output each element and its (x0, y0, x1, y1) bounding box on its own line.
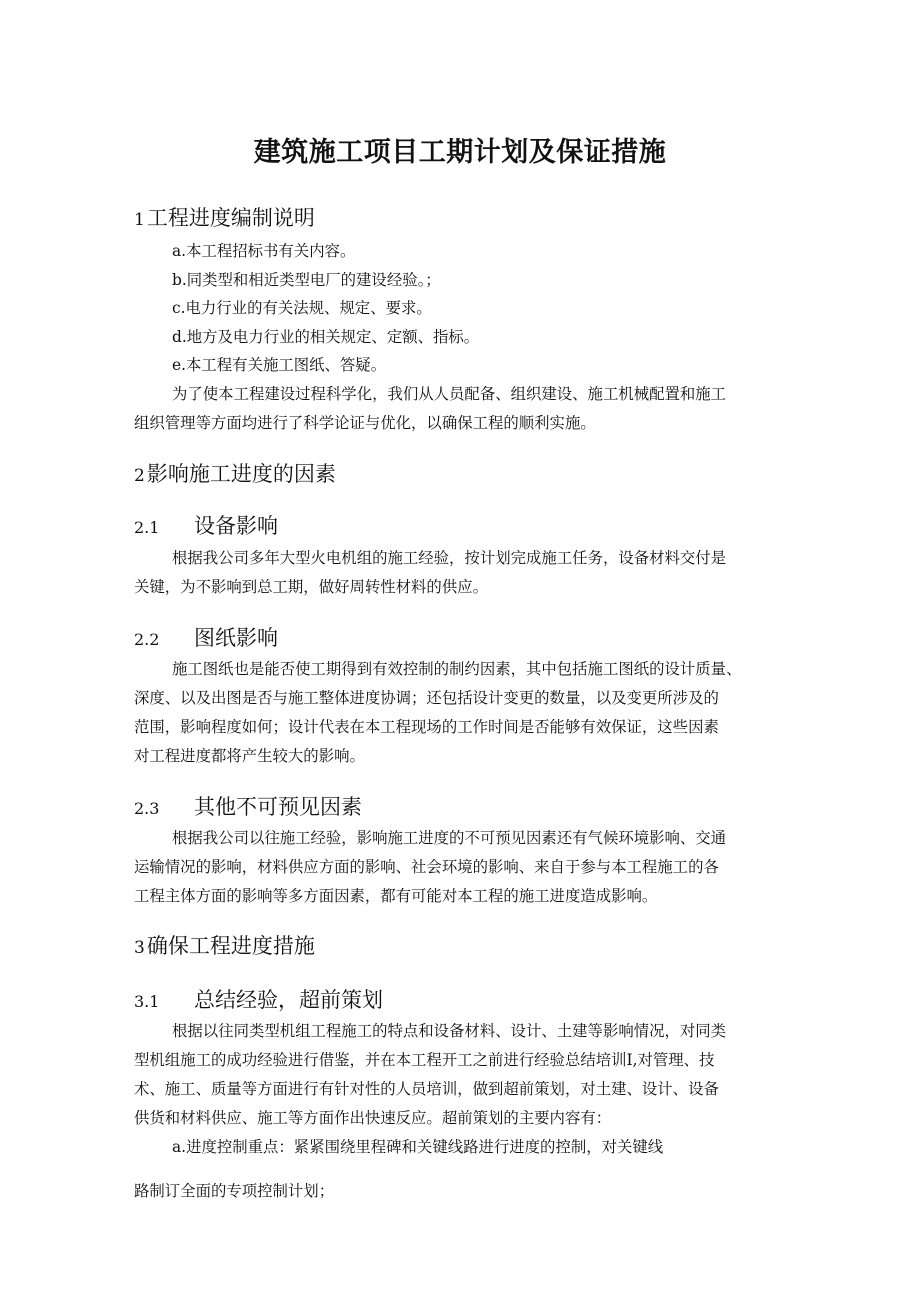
subsection-number: 2.1 (134, 518, 160, 537)
list-item: a.进度控制重点：紧紧围绕里程碑和关键线路进行进度的控制，对关键线 (172, 1138, 664, 1156)
subsection-number: 2.3 (134, 799, 160, 818)
list-item-continuation: 路制订全面的专项控制计划； (134, 1182, 335, 1200)
section-number: 1 (134, 210, 145, 230)
paragraph-line: 根据以往同类型机组工程施工的特点和设备材料、设计、土建等影响情况，对同类 (172, 1022, 727, 1040)
paragraph-line: 组织管理等方面均进行了科学论证与优化，以确保工程的顺利实施。 (134, 414, 596, 432)
paragraph-line: 深度、以及出图是否与施工整体进度协调；还包括设计变更的数量，以及变更所涉及的 (134, 689, 719, 707)
paragraph-line: 施工图纸也是能否使工期得到有效控制的制约因素，其中包括施工图纸的设计质量、 (172, 660, 742, 678)
paragraph-line: 运输情况的影响，材料供应方面的影响、社会环境的影响、来自于参与本工程施工的各 (134, 858, 719, 876)
subsection-title: 其他不可预见因素 (194, 795, 362, 819)
paragraph-line: 工程主体方面的影响等多方面因素，都有可能对本工程的施工进度造成影响。 (134, 887, 658, 905)
subsection-2-3-heading (134, 791, 362, 821)
paragraph-line: 为了使本工程建设过程科学化，我们从人员配备、组织建设、施工机械配置和施工 (172, 385, 727, 403)
document-title: 建筑施工项目工期计划及保证措施 (253, 137, 667, 168)
section-number: 2 (134, 466, 145, 486)
subsection-number: 3.1 (134, 992, 160, 1011)
paragraph-line: 型机组施工的成功经验进行借鉴，并在本工程开工之前进行经验总结培训I,对管理、技 (134, 1051, 715, 1069)
subsection-2-2-heading (134, 622, 278, 652)
list-item: e.本工程有关施工图纸、答疑。 (172, 356, 387, 374)
paragraph-line: 供货和材料供应、施工等方面作出快速反应。超前策划的主要内容有： (134, 1109, 612, 1127)
paragraph-line: 术、施工、质量等方面进行有针对性的人员培训，做到超前策划，对土建、设计、设备 (134, 1080, 719, 1098)
section-1-heading (134, 202, 315, 232)
list-item: d.地方及电力行业的相关规定、定额、指标。 (172, 328, 480, 346)
section-title: 确保工程进度措施 (146, 934, 315, 958)
paragraph-line: 根据我公司多年大型火电机组的施工经验，按计划完成施工任务，设备材料交付是 (172, 549, 727, 567)
subsection-2-1-heading (134, 510, 278, 540)
subsection-title: 总结经验，超前策划 (194, 988, 383, 1012)
section-title: 工程进度编制说明 (146, 206, 315, 230)
section-2-heading (134, 458, 336, 488)
list-item: c.电力行业的有关法规、规定、要求。 (172, 299, 432, 317)
paragraph-line: 对工程进度都将产生较大的影响。 (134, 747, 365, 765)
list-item: b.同类型和相近类型电厂的建设经验。； (172, 271, 441, 289)
subsection-3-1-heading (134, 984, 383, 1014)
paragraph-line: 范围，影响程度如何；设计代表在本工程现场的工作时间是否能够有效保证，这些因素 (134, 718, 719, 736)
subsection-number: 2.2 (134, 630, 160, 649)
section-number: 3 (134, 938, 145, 958)
paragraph-line: 根据我公司以往施工经验，影响施工进度的不可预见因素还有气候环境影响、交通 (172, 829, 727, 847)
subsection-title: 设备影响 (194, 514, 278, 538)
paragraph-line: 关键，为不影响到总工期，做好周转性材料的供应。 (134, 578, 488, 596)
section-title: 影响施工进度的因素 (146, 462, 336, 486)
list-item: a.本工程招标书有关内容。 (172, 242, 356, 260)
section-3-heading (134, 930, 315, 960)
subsection-title: 图纸影响 (194, 626, 278, 650)
